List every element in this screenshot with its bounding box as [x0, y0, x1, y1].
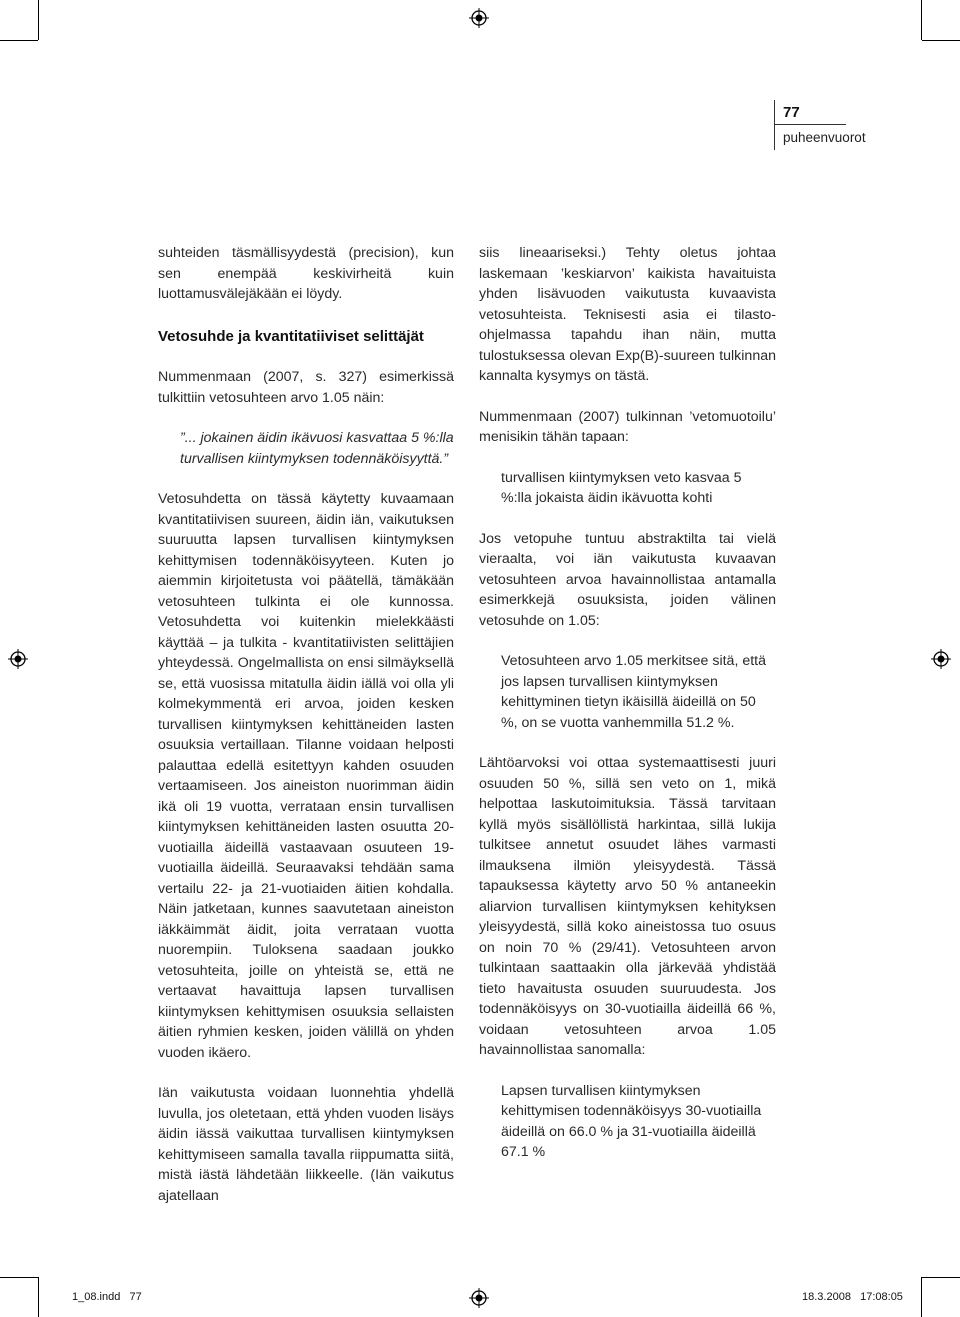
- crop-mark: [0, 1277, 38, 1278]
- paragraph: Vetosuhdetta on tässä käytetty kuvaamaan kvantitatiivisen suureen, äidin iän, vaikutuksen suuruutta lapsen turvallisen kiintymyksen kehittymisen todennäköisyyteen. Kuten jo aiemmin kirjoitetusta voi päätellä, tämäkään vetosuhteen tulkinta ei ole kunnossa. Vetosuhdetta voi kuitenkin mielekkäästi käyttää – ja tulkita - kvantitatiivisten selittäjien yhteydessä. Ongelmallista on ensi silmäyksellä se, että vuosissa mitatulla äidin iällä voi olla yli kolmekymmentä eri arvoa, joiden kesken turvallisen kiintymyksen kehittäneiden lasten osuuksia vertaillaan. Tilanne voidaan helposti palauttaa edellä esitettyyn kahden osuuden vertaamiseen. Jos aineiston nuorimman äidin ikä oli 19 vuotta, verrataan ensin turvallisen kiintymyksen kehittäneiden lasten osuutta 20-vuotiailla äideillä vastaavaan osuuteen 19-vuotiailla äideillä. Seuraavaksi tehdään sama vertailu 22- ja 21-vuotiaiden äitien kohdalla. Näin jatketaan, kunnes saavutetaan aineiston iäkkäimmät äidit, joita verrataan vuotta nuorempiin. Tuloksena saadaan joukko vetosuhteita, joille on yhteistä se, että ne vertaavat havaittuja lapsen turvallisen kiintymyksen kehittymisen osuuksia sellaisten äitien ryhmien kesken, joiden välillä on yhden vuoden ikäero.: [158, 491, 454, 1061]
- section-title: puheenvuorot: [783, 130, 866, 145]
- paragraph: Jos vetopuhe tuntuu abstraktilta tai vielä vieraalta, voi iän vaikutusta kuvaavan vetosuhteen arvoa havainnollistaa antamalla esimerkkejä osuuksista, joiden välinen vetosuhde on 1.05:: [479, 530, 776, 629]
- crop-mark: [922, 1277, 960, 1278]
- registration-mark-icon: [469, 8, 489, 28]
- left-column: [158, 243, 454, 1206]
- crop-mark: [921, 1277, 922, 1317]
- paragraph: siis lineaariseksi.) Tehty oletus johtaa laskemaan ’keskiarvon’ kaikista havaituista yhden lisävuoden vaikutusta kuvaavista vetosuhteista. Teknisesti asia ei tilasto-ohjelmassa tapahdu ihan näin, mutta tulostuksessa olevan Exp(B)-suureen tulkinnan kannalta kysymys on tästä.: [479, 245, 776, 384]
- header-divider: [774, 124, 846, 125]
- footer-timestamp: 18.3.2008 17:08:05: [802, 1291, 903, 1303]
- paragraph: Iän vaikutusta voidaan luonnehtia yhdellä luvulla, jos oletetaan, että yhden vuoden lisäys äidin iässä vaikuttaa turvallisen kiintymyksen kehittymiseen samalla tavalla riippumatta siitä, mistä iästä lähdetään liikkeelle. (Iän vaikutus ajatellaan: [158, 1085, 454, 1204]
- quotation: turvallisen kiintymyksen veto kasvaa 5 %:lla jokaista äidin ikävuotta kohti: [501, 469, 742, 506]
- paragraph: Nummenmaan (2007) tulkinnan ’vetomuotoilu’ menisikin tähän tapaan:: [479, 408, 776, 445]
- crop-mark: [0, 40, 38, 41]
- example-block: Lapsen turvallisen kiintymyksen kehittymisen todennäköisyys 30-vuotiailla äideillä on 66.0 % ja 31-vuotiailla äideillä 67.1 %: [501, 1082, 762, 1160]
- right-column: [479, 243, 776, 1163]
- crop-mark: [921, 0, 922, 40]
- paragraph: Lähtöarvoksi voi ottaa systemaattisesti juuri osuuden 50 %, sillä sen veto on 1, mikä helpottaa laskutoimituksia. Tässä tarvitaan kyllä myös sisällöllistä harkintaa, sillä lukija tulkitsee annetut osuudet lähes varmasti ilmauksena ilmiön yleisyydestä. Tässä tapauksessa käytetty arvo 50 % antaneekin aliarvion turvallisen kiintymyksen kehityksen yleisyydestä, sillä koko aineistossa tuo osuus on noin 70 % (29/41). Vetosuhteen arvon tulkintaan saattaakin olla järkevää yhdistää tieto havaitusta osuuden suuruudesta. Jos todennäköisyys on 30-vuotiailla äideillä 66 %, voidaan vetosuhteen arvoa 1.05 havainnollistaa sanomalla:: [479, 755, 776, 1058]
- registration-mark-icon: [931, 649, 951, 669]
- crop-mark: [38, 0, 39, 40]
- crop-mark: [922, 40, 960, 41]
- paragraph: suhteiden täsmällisyydestä (precision), kun sen enempää keskivirheitä kuin luottamusvälejäkään ei löydy.: [158, 245, 454, 302]
- page-number: 77: [783, 104, 800, 121]
- crop-mark: [38, 1277, 39, 1317]
- registration-mark-icon: [8, 649, 28, 669]
- paragraph: Nummenmaan (2007, s. 327) esimerkissä tulkittiin vetosuhteen arvo 1.05 näin:: [158, 369, 454, 406]
- quotation: ”... jokainen äidin ikävuosi kasvattaa 5 %:lla turvallisen kiintymyksen todennäköisyyttä.”: [180, 430, 454, 467]
- header-divider: [774, 100, 775, 150]
- footer-filename: 1_08.indd 77: [72, 1291, 142, 1303]
- registration-mark-icon: [469, 1288, 489, 1308]
- section-heading: Vetosuhde ja kvantitatiiviset selittäjät: [158, 327, 424, 345]
- example-block: Vetosuhteen arvo 1.05 merkitsee sitä, että jos lapsen turvallisen kiintymyksen kehittyminen tietyn ikäisillä äideillä on 50 %, on se vuotta vanhemmilla 51.2 %.: [501, 653, 766, 731]
